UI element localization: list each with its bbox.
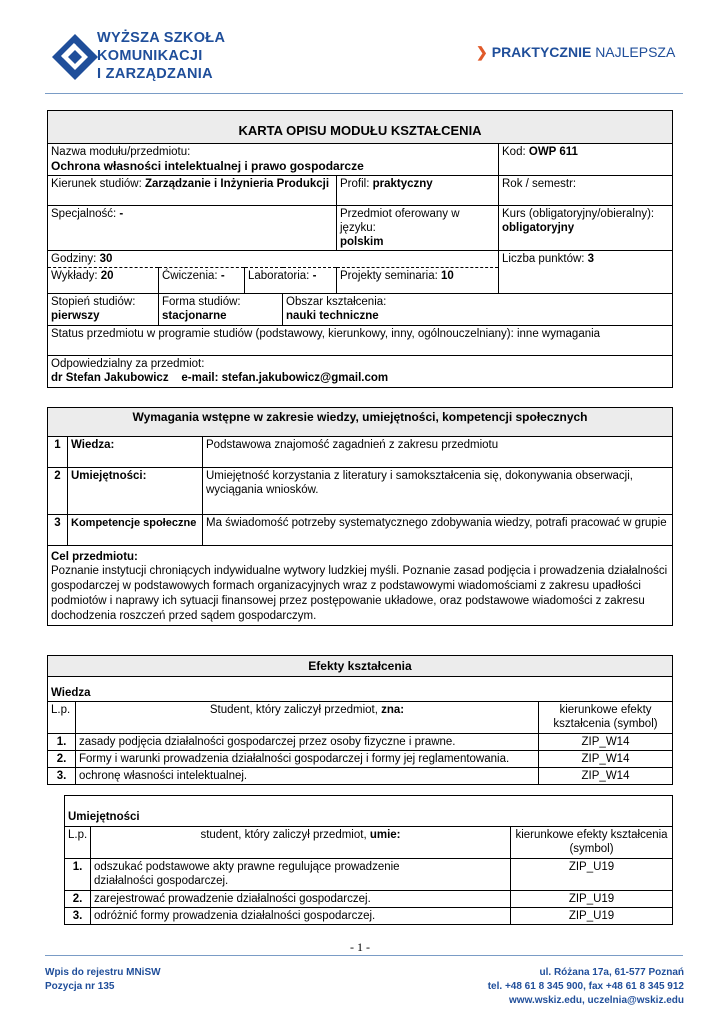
knowledge-row-number: 3. (48, 768, 76, 785)
code-cell (499, 144, 673, 176)
skills-row-text: zarejestrować prowadzenie działalności gospodarczej. (91, 891, 511, 908)
course-label: Kurs (obligatoryjny/obieralny): (502, 208, 655, 220)
col-student-bold: umie: (369, 829, 401, 841)
knowledge-row-symbol: ZIP_W14 (539, 768, 673, 785)
projects-label: Projekty seminaria: (340, 270, 438, 282)
skills-row-number: 2. (65, 891, 91, 908)
col-lp-header: L.p. (65, 827, 91, 859)
skills-row-symbol: ZIP_U19 (511, 908, 673, 925)
projects-cell (337, 268, 499, 294)
knowledge-row-number: 1. (48, 734, 76, 751)
col-symbol-header: kierunkowe efekty kształcenia (symbol) (511, 827, 673, 859)
footer-phones: tel. +48 61 8 345 900, fax +48 61 8 345 912 (487, 981, 684, 992)
module-label: Nazwa modułu/przedmiotu: (51, 146, 191, 158)
tagline-bold: PRAKTYCZNIE (491, 44, 592, 60)
points-value: 3 (587, 253, 595, 265)
module-name: Ochrona własności intelektualnej i prawo gospodarcze (51, 159, 364, 173)
module-name-cell (48, 144, 499, 176)
language-value: polskim (340, 236, 384, 248)
points-label: Liczba punktów: (502, 253, 585, 265)
header-divider (45, 93, 683, 94)
skills-row-symbol: ZIP_U19 (511, 891, 673, 908)
knowledge-row-number: 2. (48, 751, 76, 768)
tagline (476, 44, 675, 61)
hours-cell (48, 251, 499, 268)
spec-cell (48, 206, 337, 251)
register-line1: Wpis do rejestru MNiSW (45, 967, 161, 978)
req-row-text: Podstawowa znajomość zagadnień z zakresu przedmiotu (203, 437, 673, 468)
degree-value: pierwszy (51, 310, 100, 322)
col-student-prefix: Student, który zaliczył przedmiot, (209, 704, 378, 716)
degree-label: Stopień studiów: (51, 296, 136, 308)
form-value: stacjonarne (162, 310, 227, 322)
course-cell (499, 206, 673, 251)
knowledge-row-text: ochronę własności intelektualnej. (76, 768, 539, 785)
school-name (97, 29, 225, 83)
profile-cell (337, 176, 499, 206)
responsible-name: dr Stefan Jakubowicz (51, 372, 169, 384)
effects-knowledge-table (47, 655, 673, 785)
points-cell (499, 251, 673, 294)
school-name-line3: I ZARZĄDZANIA (97, 66, 213, 82)
req-row-label: Umiejętności: (68, 468, 203, 515)
requirements-title: Wymagania wstępne w zakresie wiedzy, umiejętności, kompetencji społecznych (48, 408, 673, 437)
profile-value: praktyczny (372, 178, 433, 190)
register-line2: Pozycja nr 135 (45, 981, 115, 992)
skills-row-text: odróżnić formy prowadzenia działalności gospodarczej. (91, 908, 511, 925)
school-name-line2: KOMUNIKACJI (97, 48, 203, 64)
knowledge-row-text: Formy i warunki prowadzenia działalności gospodarczej i formy jej reglamentowania. (76, 751, 539, 768)
effects-skills-table (64, 795, 673, 925)
req-row-number: 1 (48, 437, 68, 468)
lectures-value: 20 (100, 270, 114, 282)
footer-address: ul. Różana 17a, 61-577 Poznań (539, 967, 684, 978)
status-cell: Status przedmiotu w programie studiów (podstawowy, kierunkowy, inny, ogólnouczelniany): inne wymagania (48, 326, 673, 356)
knowledge-label: Wiedza (48, 677, 673, 702)
footer-divider (45, 955, 683, 956)
req-row-number: 3 (48, 515, 68, 546)
col-student-header (91, 827, 511, 859)
language-cell (337, 206, 499, 251)
skills-row-number: 3. (65, 908, 91, 925)
page-number: - 1 - (350, 940, 370, 954)
knowledge-row-text: zasady podjęcia działalności gospodarczej przez osoby fizyczne i prawne. (76, 734, 539, 751)
module-card-table (47, 110, 673, 388)
degree-cell (48, 294, 159, 326)
field-value: Zarządzanie i Inżynieria Produkcji (144, 178, 330, 190)
exercises-label: Ćwiczenia: (162, 270, 218, 282)
col-student-prefix: student, który zaliczył przedmiot, (200, 829, 367, 841)
knowledge-row-symbol: ZIP_W14 (539, 734, 673, 751)
footer-web: www.wskiz.edu, uczelnia@wskiz.edu (509, 995, 684, 1006)
skills-row-symbol: ZIP_U19 (511, 859, 673, 891)
skills-label: Umiejętności (65, 796, 673, 827)
req-row-label: Wiedza: (68, 437, 203, 468)
profile-label: Profil: (340, 178, 370, 190)
col-symbol-header: kierunkowe efekty kształcenia (symbol) (539, 702, 673, 734)
spec-label: Specjalność: (51, 208, 117, 220)
skills-row-number: 1. (65, 859, 91, 891)
lab-cell (245, 268, 337, 294)
lectures-label: Wykłady: (51, 270, 98, 282)
responsible-email: e-mail: stefan.jakubowicz@gmail.com (181, 372, 389, 384)
code-value: OWP 611 (528, 146, 578, 158)
course-value: obligatoryjny (502, 222, 575, 234)
footer-register (45, 966, 161, 994)
goal-label: Cel przedmiotu: (51, 551, 138, 563)
lectures-cell (48, 268, 159, 294)
exercises-cell (159, 268, 245, 294)
school-logo-icon (50, 32, 100, 82)
effects-title: Efekty kształcenia (48, 656, 673, 677)
language-label: Przedmiot oferowany w języku: (340, 208, 460, 234)
year-cell: Rok / semestr: (499, 176, 673, 206)
req-row-number: 2 (48, 468, 68, 515)
knowledge-row-symbol: ZIP_W14 (539, 751, 673, 768)
card-title: KARTA OPISU MODUŁU KSZTAŁCENIA (48, 111, 673, 144)
area-label: Obszar kształcenia: (286, 296, 387, 308)
tagline-rest: NAJLEPSZA (595, 44, 676, 60)
lab-label: Laboratoria: (248, 270, 310, 282)
field-cell (48, 176, 337, 206)
school-name-line1: WYŻSZA SZKOŁA (97, 30, 226, 46)
code-label: Kod: (502, 146, 526, 158)
projects-value: 10 (441, 270, 454, 282)
col-student-bold: zna: (381, 704, 405, 716)
req-row-text: Ma świadomość potrzeby systematycznego zdobywania wiedzy, potrafi pracować w grupie (203, 515, 673, 546)
form-label: Forma studiów: (162, 296, 241, 308)
requirements-table (47, 407, 673, 626)
area-value: nauki techniczne (286, 310, 379, 322)
req-row-text: Umiejętność korzystania z literatury i samokształcenia się, dokonywania obserwacji, wyciągania wniosków. (203, 468, 673, 515)
footer-contact (488, 966, 684, 1008)
form-cell (159, 294, 283, 326)
responsible-label: Odpowiedzialny za przedmiot: (51, 358, 205, 370)
chevron-right-icon: ❯ (476, 44, 488, 60)
req-row-label: Kompetencje społeczne (68, 515, 203, 546)
area-cell (283, 294, 673, 326)
exercises-value: - (220, 270, 225, 282)
responsible-cell (48, 356, 673, 388)
goal-cell (48, 546, 673, 626)
field-label: Kierunek studiów: (51, 178, 142, 190)
skills-row-text: odszukać podstawowe akty prawne regulujące prowadzenie działalności gospodarczej. (91, 859, 511, 891)
lab-value: - (312, 270, 317, 282)
spec-value: - (119, 208, 124, 220)
col-student-header (76, 702, 539, 734)
hours-value: 30 (99, 253, 113, 265)
goal-text: Poznanie instytucji chroniących indywidualne wytwory ludzkiej myśli. Poznanie zasad podjęcia i prowadzenia działalności gospodarczej w podstawowych formach organizacyjnych wraz z podstawowymi wiadomościami z zakresu upadłości podmiotów i naprawy ich sytuacji finansowej przez postępowanie układowe, oraz podstawowe wiadomości z zakresu dochodzenia roszczeń przed sądem gospodarczym. (51, 565, 668, 622)
hours-label: Godziny: (51, 253, 97, 265)
col-lp-header: L.p. (48, 702, 76, 734)
